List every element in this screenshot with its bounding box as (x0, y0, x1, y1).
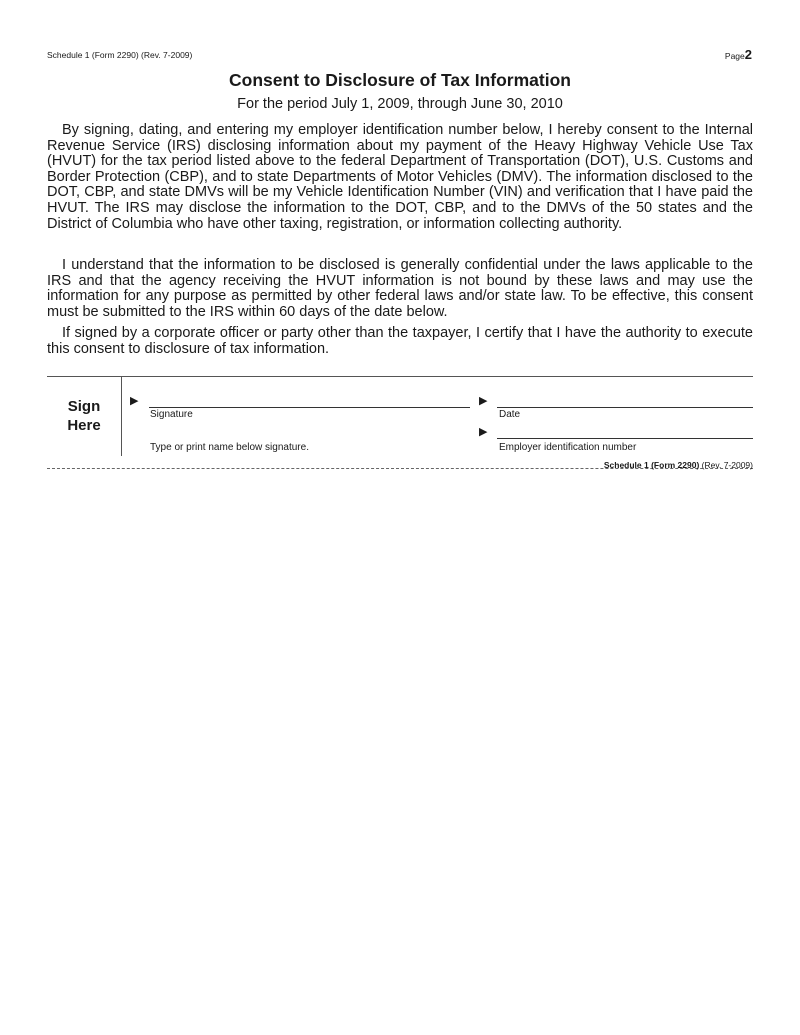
footer-form-id (604, 460, 753, 470)
sign-section-divider (121, 376, 122, 456)
ein-field[interactable] (497, 438, 753, 439)
page-indicator (725, 47, 752, 62)
print-name-label: Type or print name below signature. (150, 442, 309, 453)
page-number: 2 (744, 47, 752, 62)
page-label: Page (724, 51, 745, 61)
consent-paragraph-3: If signed by a corporate officer or party other than the taxpayer, I certify that I have the authority to execute this consent to disclosure of tax information. (47, 325, 753, 357)
page-title: Consent to Disclosure of Tax Information (229, 70, 571, 90)
sign-here-label (47, 397, 121, 435)
date-arrow-icon: ▶ (479, 395, 488, 407)
sign-section-top-rule (47, 376, 753, 377)
signature-arrow-icon: ▶ (130, 395, 139, 407)
date-field[interactable] (497, 407, 753, 408)
sign-label-line1: Sign (67, 398, 101, 415)
consent-paragraph-2: I understand that the information to be disclosed is generally confidential under the laws applicable to the IRS and that the agency receiving the HVUT information is not bound by these laws and may use the information for any purpose as permitted by other federal laws and/or state law. To be effective, this consent must be submitted to the IRS within 60 days of the date below. (47, 257, 753, 320)
sign-label-line2: Here (67, 417, 101, 434)
date-label: Date (499, 409, 521, 420)
ein-arrow-icon: ▶ (479, 426, 488, 438)
form-reference: Schedule 1 (Form 2290) (Rev. 7-2009) (47, 50, 193, 60)
ein-label: Employer identification number (499, 442, 637, 453)
signature-label: Signature (150, 409, 193, 420)
signature-field[interactable] (149, 407, 470, 408)
consent-paragraph-1: By signing, dating, and entering my employer identification number below, I hereby consent to the Internal Revenue Service (IRS) disclosing information about my payment of the Heavy Highway Vehicle Use Tax (HVUT) for the tax period listed above to the federal Department of Transportation (DOT), U.S. Customs and Border Protection (CBP), and to state Departments of Motor Vehicles (DMV). The information disclosed to the DOT, CBP, and state DMVs will be my Vehicle Identification Number (VIN) and verification that I have paid the HVUT. The IRS may disclose the information to the DOT, CBP, and to the DMVs of the 50 states and the District of Columbia who have other taxing, registration, or information collecting authority. (47, 122, 753, 232)
footer-form-name: Schedule 1 (Form 2290) (603, 460, 700, 470)
footer-revision: (Rev. 7-2009) (701, 460, 753, 470)
tax-period: For the period July 1, 2009, through June 30, 2010 (237, 96, 563, 112)
